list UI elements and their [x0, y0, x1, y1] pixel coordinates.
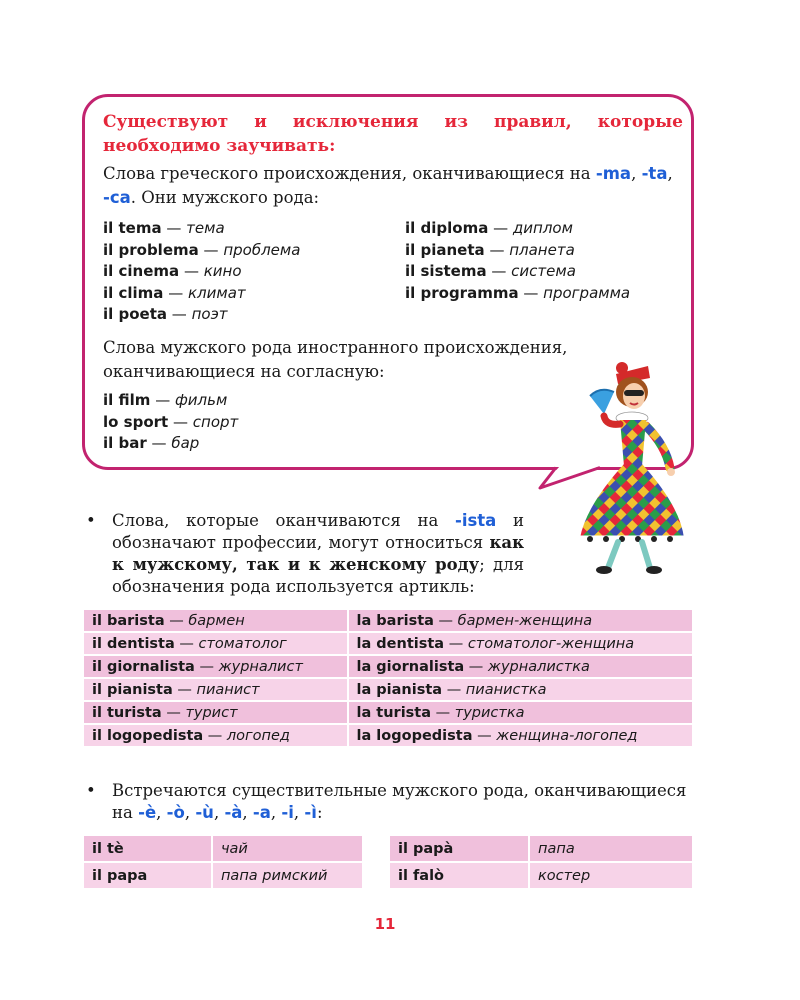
table-row: il dentista — стоматолог la dentista — стоматолог-женщина	[84, 633, 692, 654]
greek-intro: Слова греческого происхождения, оканчивающиеся на -ma, -ta, -ca. Они мужского рода:	[103, 164, 673, 207]
bullet-ista: • Слова, которые оканчиваются на -ista и обозначают профессии, могут относиться как к мужскому, так и к женскому роду; для обозначения рода используется артикль:	[86, 511, 525, 596]
list-item: il bar — бар	[103, 434, 200, 452]
callout-title: Существуют и исключения из правил, которые необходимо заучивать:	[103, 112, 683, 156]
greek-words-right	[405, 218, 630, 304]
list-item: il tema — тема	[103, 219, 225, 237]
table-row: il falò костер	[390, 863, 692, 888]
list-item: lo sport — спорт	[103, 412, 239, 431]
table-row: il papà папа	[390, 836, 692, 861]
foreign-intro: Слова мужского рода иностранного происхождения, оканчивающиеся на согласную:	[103, 338, 568, 381]
ending-ta: -ta	[641, 164, 668, 183]
page-number: 11	[374, 915, 396, 933]
stressed-words-left-table	[82, 834, 364, 890]
list-item: il diploma — диплом	[405, 219, 573, 237]
list-item: il pianeta — планета	[405, 240, 575, 259]
professions-table	[82, 608, 694, 748]
bullet-stressed-endings: • Встречаются существительные мужского рода, оканчивающиеся на -è, -ò, -ù, -à, -a, -i, -ì:	[86, 781, 687, 822]
list-item: il programma — программа	[405, 283, 631, 302]
list-item: il poeta — поэт	[103, 305, 228, 323]
list-item: il cinema — кино	[103, 262, 242, 280]
bullet-mark: •	[86, 781, 96, 800]
ending-ista: -ista	[454, 511, 497, 530]
ending-ma: -ma	[595, 164, 632, 183]
harlequin-lady-illustration	[570, 356, 690, 586]
list-item: il sistema — система	[405, 262, 576, 280]
table-row: il pianista — пианист la pianista — пианистка	[84, 679, 692, 700]
list-item: il film — фильм	[103, 391, 228, 409]
table-row: il tè чай	[84, 836, 362, 861]
list-item: il problema — проблема	[103, 240, 301, 259]
table-row: il papa папа римский	[84, 863, 362, 888]
table-row: il giornalista — журналист la giornalista — журналистка	[84, 656, 692, 677]
stressed-words-right-table	[388, 834, 694, 890]
list-item: il clima — климат	[103, 283, 246, 302]
foreign-words	[103, 390, 238, 455]
table-row: il barista — бармен la barista — бармен-женщина	[84, 610, 692, 631]
greek-words-left	[103, 218, 300, 326]
ending-ca: -ca	[103, 188, 131, 207]
bullet-mark: •	[86, 511, 96, 530]
table-row: il turista — турист la turista — туристка	[84, 702, 692, 723]
table-row: il logopedista — логопед la logopedista — женщина-логопед	[84, 725, 692, 746]
